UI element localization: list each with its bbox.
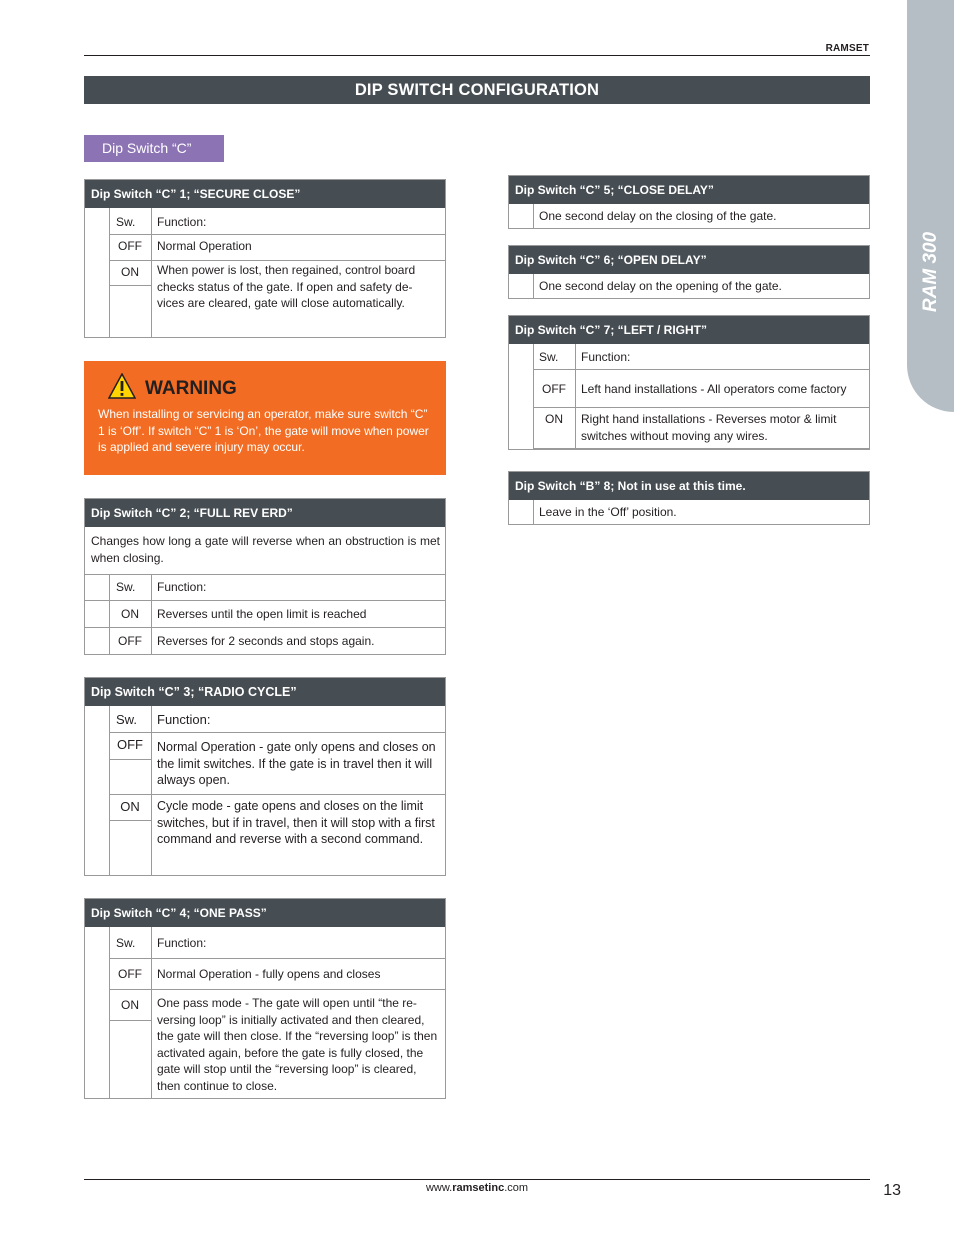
brand-name: RAMSET <box>825 43 869 54</box>
col-sw-header: Sw. <box>116 215 136 229</box>
row-fn: Normal Operation - fully opens and closes <box>157 967 381 981</box>
row-sw: ON <box>120 799 140 814</box>
table-c1 <box>84 179 446 338</box>
table-text: One second delay on the opening of the gate. <box>539 279 782 293</box>
row-sw: OFF <box>117 737 143 752</box>
col-fn-header: Function: <box>581 350 631 364</box>
table-c5 <box>508 175 870 229</box>
row-fn: Right hand installations - Reverses motor & limit switches without moving any wires. <box>581 412 837 443</box>
subsection-label: Dip Switch “C” <box>84 135 224 162</box>
col-sw-header: Sw. <box>116 712 137 727</box>
row-sw: OFF <box>542 382 566 396</box>
warning-heading: WARNING <box>145 378 237 399</box>
table-title: Dip Switch “C” 1; “SECURE CLOSE” <box>85 180 445 208</box>
row-fn: When power is lost, then regained, control board checks status of the gate. If open and safety de-vices are cleared, gate will close automatically. <box>157 263 416 310</box>
row-sw: ON <box>121 998 139 1012</box>
table-c6 <box>508 245 870 299</box>
table-text: Leave in the ‘Off’ position. <box>539 505 677 519</box>
section-title: DIP SWITCH CONFIGURATION <box>84 76 870 104</box>
table-b8 <box>508 471 870 525</box>
table-text: One second delay on the closing of the gate. <box>539 209 777 223</box>
page-number: 13 <box>883 1182 901 1199</box>
col-fn-header: Function: <box>157 215 207 229</box>
col-fn-header: Function: <box>157 936 207 950</box>
row-sw: ON <box>545 412 563 426</box>
warning-text: When installing or servicing an operator, make sure switch “C” 1 is ‘Off’. If switch “C” 1 is ‘On’, the gate will move when power is applied and severe injury may occur. <box>98 407 429 454</box>
col-sw-header: Sw. <box>539 350 559 364</box>
table-c4 <box>84 898 446 1099</box>
header-rule <box>84 55 870 56</box>
row-sw: OFF <box>118 967 142 981</box>
table-c7 <box>508 315 870 450</box>
row-fn: Normal Operation - gate only opens and closes on the limit switches. If the gate is in travel then it will always open. <box>157 740 436 787</box>
table-title: Dip Switch “C” 4; “ONE PASS” <box>85 899 445 927</box>
table-c3 <box>84 677 446 876</box>
row-fn: Reverses for 2 seconds and stops again. <box>157 634 375 648</box>
row-fn: Cycle mode - gate opens and closes on the limit switches, but if in travel, then it will stop with a first command and reverse with a second command. <box>157 799 435 846</box>
row-sw: OFF <box>118 239 142 253</box>
row-fn: Normal Operation <box>157 239 252 253</box>
table-title: Dip Switch “C” 5; “CLOSE DELAY” <box>509 176 869 204</box>
table-c2 <box>84 498 446 655</box>
row-sw: OFF <box>118 634 142 648</box>
row-fn: One pass mode - The gate will open until “the re-versing loop” is initially activated and then cleared, the gate will then close. If the “reversing loop” is then activated again, before the gate is fully closed, the gate will stop until the “reversing loop” is cleared, then continue to close. <box>157 996 438 1093</box>
table-title: Dip Switch “B” 8; Not in use at this time. <box>509 472 869 500</box>
table-title: Dip Switch “C” 7; “LEFT / RIGHT” <box>509 316 869 344</box>
table-description: Changes how long a gate will reverse when an obstruction is met when closing. <box>91 534 440 565</box>
row-fn: Reverses until the open limit is reached <box>157 607 367 621</box>
table-title: Dip Switch “C” 6; “OPEN DELAY” <box>509 246 869 274</box>
row-sw: ON <box>121 607 139 621</box>
table-title: Dip Switch “C” 3; “RADIO CYCLE” <box>85 678 445 706</box>
col-fn-header: Function: <box>157 712 211 727</box>
col-sw-header: Sw. <box>116 580 136 594</box>
col-sw-header: Sw. <box>116 936 136 950</box>
row-sw: ON <box>121 265 139 279</box>
table-title: Dip Switch “C” 2; “FULL REV ERD” <box>85 499 445 527</box>
footer-rule <box>84 1179 870 1180</box>
row-fn: Left hand installations - All operators come factory <box>581 382 847 396</box>
warning-triangle-icon <box>108 373 136 399</box>
side-tab-label: RAM 300 <box>919 231 941 313</box>
warning-box <box>84 361 446 475</box>
col-fn-header: Function: <box>157 580 207 594</box>
side-tab <box>907 0 954 412</box>
footer-url: www.ramsetinc.com <box>425 1182 529 1194</box>
